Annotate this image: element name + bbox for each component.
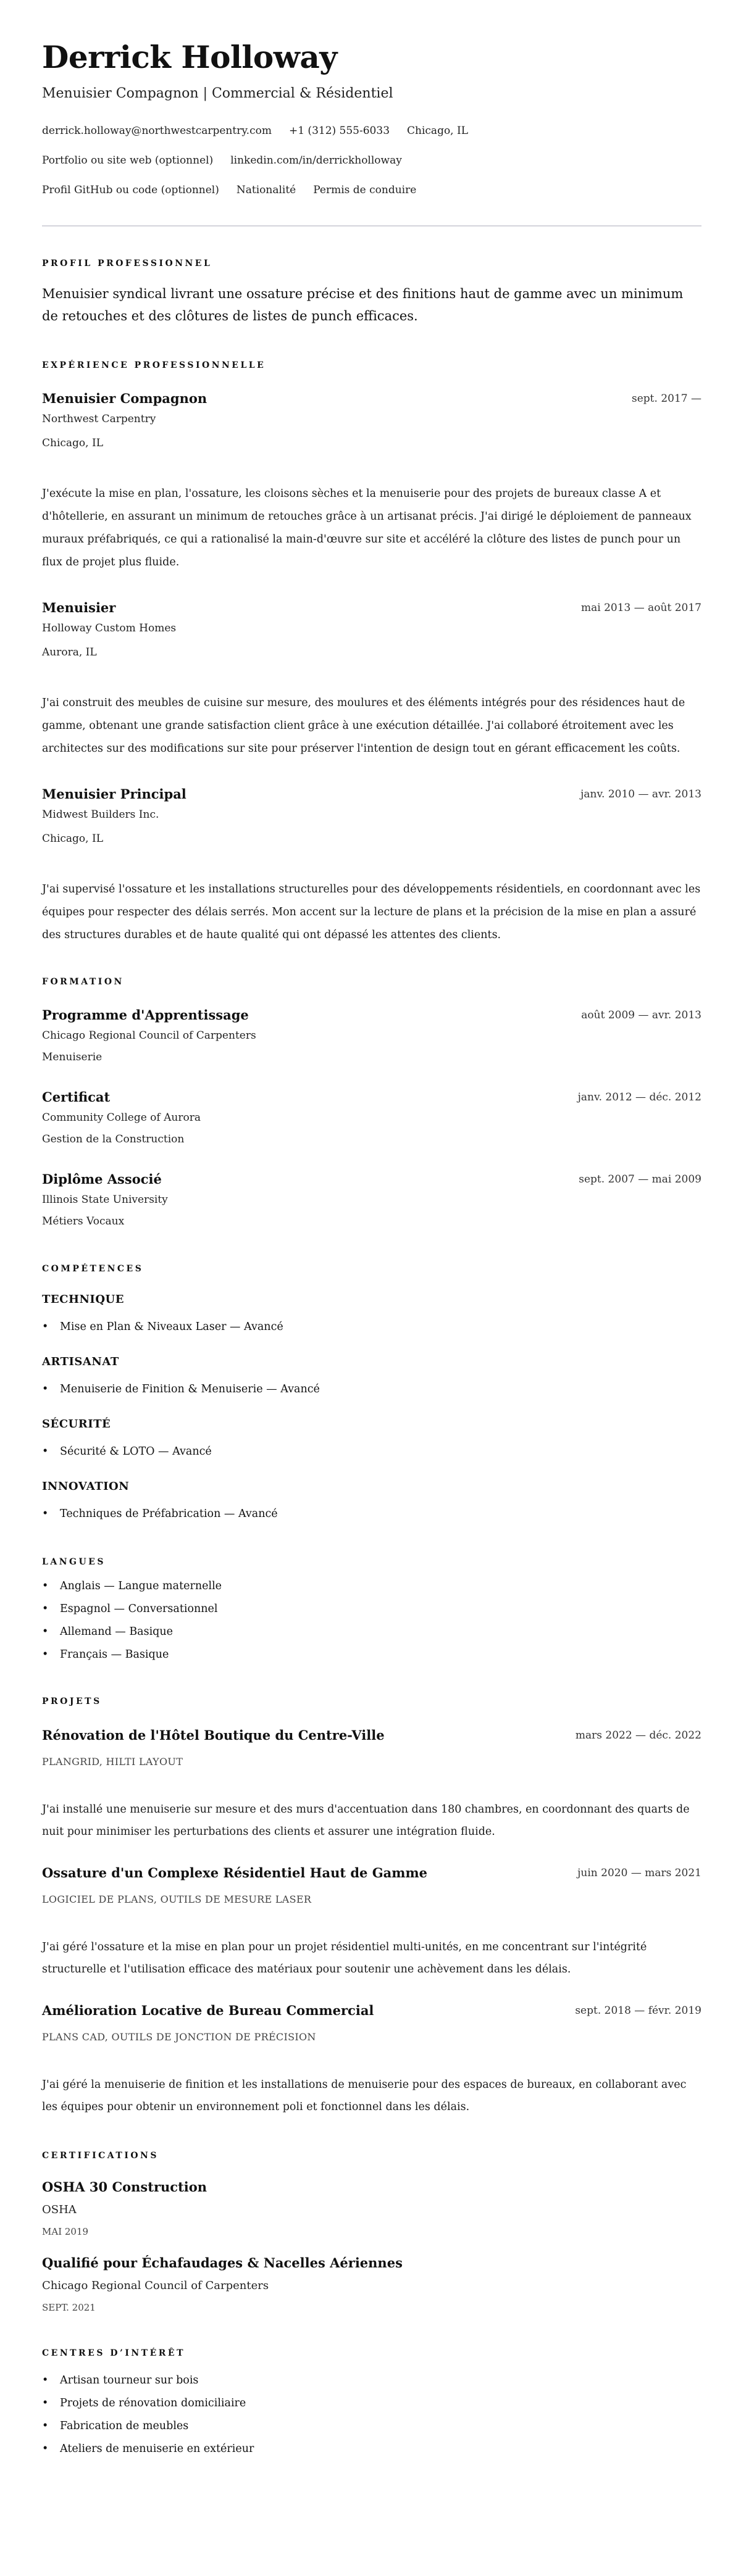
skill-items [42,1316,701,1339]
header-divider [42,225,701,226]
job-location: Chicago, IL [42,437,103,449]
job-location: Chicago, IL [42,833,103,845]
skill-item: Mise en Plan & Niveaux Laser — Avancé [60,1321,283,1333]
job-title: Menuisier Compagnon [42,391,207,406]
section-heading: CENTRES D’INTÉRÊT [42,2348,185,2358]
institution: Chicago Regional Council of Carpenters [42,1029,256,1042]
entry-dates: sept. 2007 — mai 2009 [579,1173,701,1186]
entry-header-row [42,599,701,617]
contact-row [42,122,701,139]
bullet-icon: • [42,1321,49,1333]
certification-entry [42,2254,701,2317]
field-of-study: Métiers Vocaux [42,1215,125,1228]
education-entry [42,1170,701,1232]
interests-list [42,2369,701,2461]
language-item: Espagnol — Conversationnel [60,1603,218,1615]
contact-row [42,181,701,199]
project-description: J'ai géré l'ossature et la mise en plan pour un projet résidentiel multi-unités, en me concentrant sur l'intégrité structurelle et l'utilisation efficace des matériaux pour soutenir une achèvement dans les délais. [42,1941,647,1976]
bullet-icon: • [42,1603,49,1615]
list-item [42,1503,701,1526]
experience-section [42,359,701,947]
list-item [42,2369,701,2392]
section-heading: PROFIL PROFESSIONNEL [42,259,212,268]
skill-item: Sécurité & LOTO — Avancé [60,1445,212,1458]
entry-dates: mars 2022 — déc. 2022 [575,1729,701,1742]
skills-section [42,1263,701,1526]
project-description: J'ai géré la menuiserie de finition et les installations de menuiserie pour des espaces de bureaux, en collaborant avec les équipes pour obtenir un environnement poli et fonctionnel dans les délais. [42,2079,687,2113]
list-item [42,2392,701,2415]
certifications-section [42,2150,701,2317]
list-item [42,1378,701,1401]
interest-item: Projets de rénovation domiciliaire [60,2397,246,2409]
resume-header [42,37,701,226]
project-tech: PLANGRID, HILTI LAYOUT [42,1756,183,1768]
entry-header-row [42,1170,701,1189]
job-company: Northwest Carpentry [42,413,156,425]
certification-entry [42,2178,701,2241]
interest-item: Artisan tourneur sur bois [60,2374,199,2387]
summary-section [42,257,701,327]
project-description: J'ai installé une menuiserie sur mesure et des murs d'accentuation dans 180 chambres, en coordonnant des quarts de nuit pour minimiser les perturbations des clients et assurer une intégration fluide. [42,1803,690,1838]
certification-issuer: Chicago Regional Council of Carpenters [42,2279,269,2292]
project-title: Amélioration Locative de Bureau Commercial [42,2003,374,2018]
language-item: Français — Basique [60,1648,169,1661]
project-tech: LOGICIEL DE PLANS, OUTILS DE MESURE LASER [42,1893,312,1905]
contact-portfolio[interactable]: Portfolio ou site web (optionnel) [42,154,214,167]
job-company: Holloway Custom Homes [42,622,177,634]
entry-header-row [42,1864,701,1882]
language-item: Anglais — Langue maternelle [60,1580,222,1592]
entry-header-row [42,1006,701,1024]
section-heading: CERTIFICATIONS [42,2151,159,2161]
contact-driving-license: Permis de conduire [313,184,417,196]
field-of-study: Menuiserie [42,1051,103,1063]
entry-header-row [42,1088,701,1107]
entry-header-row [42,785,701,804]
section-heading: FORMATION [42,977,124,987]
section-heading: PROJETS [42,1697,102,1706]
skills-list [42,1291,701,1526]
degree-title: Programme d'Apprentissage [42,1007,249,1023]
job-location: Aurora, IL [42,646,97,659]
contact-linkedin[interactable]: linkedin.com/in/derrickholloway [230,154,402,167]
skill-category: INNOVATION [42,1480,130,1493]
contact-row [42,152,701,169]
language-item: Allemand — Basique [60,1626,174,1638]
skill-items [42,1378,701,1401]
contact-email[interactable]: derrick.holloway@northwestcarpentry.com [42,125,272,137]
entry-dates: janv. 2012 — déc. 2012 [577,1091,701,1103]
education-list [42,1006,701,1232]
entry-dates: mai 2013 — août 2017 [581,602,701,614]
bullet-icon: • [42,1508,49,1520]
project-title: Rénovation de l'Hôtel Boutique du Centre-Ville [42,1727,385,1743]
entry-header-row [42,2001,701,2020]
bullet-icon: • [42,1445,49,1458]
list-item [42,1575,701,1598]
entry-dates: juin 2020 — mars 2021 [577,1867,701,1879]
certification-name: Qualifié pour Échafaudages & Nacelles Aériennes [42,2255,403,2271]
certification-issuer: OSHA [42,2203,77,2216]
project-entry [42,1864,701,1980]
project-entry [42,1726,701,1843]
languages-section [42,1556,701,1666]
projects-list [42,1726,701,2118]
entry-header-row [42,1726,701,1745]
degree-title: Certificat [42,1089,111,1105]
contact-location: Chicago, IL [407,125,468,137]
entry-dates: sept. 2018 — févr. 2019 [575,2005,701,2017]
languages-list [42,1575,701,1666]
skill-item: Menuiserie de Finition & Menuiserie — Avancé [60,1383,320,1395]
list-item [42,1598,701,1621]
candidate-headline: Menuisier Compagnon | Commercial & Résidentiel [42,86,393,101]
bullet-icon: • [42,1383,49,1395]
institution: Community College of Aurora [42,1111,201,1124]
bullet-icon: • [42,1626,49,1638]
job-title: Menuisier Principal [42,786,186,802]
list-item [42,1643,701,1666]
candidate-name: Derrick Holloway [42,39,337,75]
project-tech: PLANS CAD, OUTILS DE JONCTION DE PRÉCISION [42,2031,316,2043]
education-section [42,976,701,1232]
certification-date: MAI 2019 [42,2226,89,2237]
job-description: J'exécute la mise en plan, l'ossature, les cloisons sèches et la menuiserie pour des projets de bureaux classe A et d'hôtellerie, en assurant un minimum de retouches grâce à un artisanat précis. J'ai dirigé le déploiement de panneaux muraux préfabriqués, ce qui a rationalisé la main-d'œuvre sur site et accéléré la clôture des listes de punch pour un flux de projet plus fluide. [42,488,692,568]
section-heading: LANGUES [42,1557,106,1567]
bullet-icon: • [42,2397,49,2409]
list-item [42,1316,701,1339]
bullet-icon: • [42,1648,49,1661]
interest-item: Fabrication de meubles [60,2420,189,2432]
job-description: J'ai supervisé l'ossature et les installations structurelles pour des développements résidentiels, en coordonnant avec les équipes pour respecter des délais serrés. Mon accent sur la lecture de plans et la précision de la mise en plan a assuré des structures durables et de haute qualité qui ont dépassé les attentes des clients. [42,883,701,941]
skill-category: SÉCURITÉ [42,1418,111,1431]
interests-section [42,2347,701,2461]
interest-item: Ateliers de menuiserie en extérieur [60,2443,254,2455]
contact-github[interactable]: Profil GitHub ou code (optionnel) [42,184,219,196]
job-title: Menuisier [42,600,116,615]
job-entry [42,785,701,947]
projects-section [42,1695,701,2118]
list-item [42,2438,701,2461]
entry-dates: sept. 2017 — [632,393,701,405]
job-entry [42,389,701,574]
section-heading: EXPÉRIENCE PROFESSIONNELLE [42,360,266,370]
entry-dates: janv. 2010 — avr. 2013 [580,788,701,800]
entry-dates: août 2009 — avr. 2013 [581,1009,701,1021]
list-item [42,1621,701,1643]
skill-items [42,1440,701,1463]
job-description: J'ai construit des meubles de cuisine sur mesure, des moulures et des éléments intégrés pour des résidences haut de gamme, obtenant une grande satisfaction client grâce à une exécution détaillée. J'ai collaboré étroitement avec les architectes sur des modifications sur site pour préserver l'intention de design tout en gérant efficacement les coûts. [42,697,685,755]
job-entry [42,599,701,760]
education-entry [42,1088,701,1150]
job-company: Midwest Builders Inc. [42,808,159,821]
contact-nationality: Nationalité [236,184,296,196]
list-item [42,1440,701,1463]
project-entry [42,2001,701,2118]
list-item [42,2415,701,2438]
section-heading: COMPÉTENCES [42,1264,144,1274]
skill-items [42,1503,701,1526]
entry-header-row [42,389,701,408]
bullet-icon: • [42,1580,49,1592]
field-of-study: Gestion de la Construction [42,1133,185,1145]
certifications-list [42,2178,701,2317]
institution: Illinois State University [42,1194,168,1206]
degree-title: Diplôme Associé [42,1171,162,1187]
summary-text: Menuisier syndical livrant une ossature précise et des finitions haut de gamme avec un minimum de retouches et des clôtures de listes de punch efficaces. [42,286,684,323]
certification-date: SEPT. 2021 [42,2302,96,2313]
skill-category: ARTISANAT [42,1355,119,1368]
skill-category: TECHNIQUE [42,1293,124,1306]
project-title: Ossature d'un Complexe Résidentiel Haut de Gamme [42,1865,428,1880]
contact-phone[interactable]: +1 (312) 555-6033 [288,125,390,137]
certification-name: OSHA 30 Construction [42,2179,207,2195]
skill-item: Techniques de Préfabrication — Avancé [60,1508,278,1520]
bullet-icon: • [42,2443,49,2455]
bullet-icon: • [42,2420,49,2432]
education-entry [42,1006,701,1068]
job-list [42,389,701,947]
bullet-icon: • [42,2374,49,2387]
